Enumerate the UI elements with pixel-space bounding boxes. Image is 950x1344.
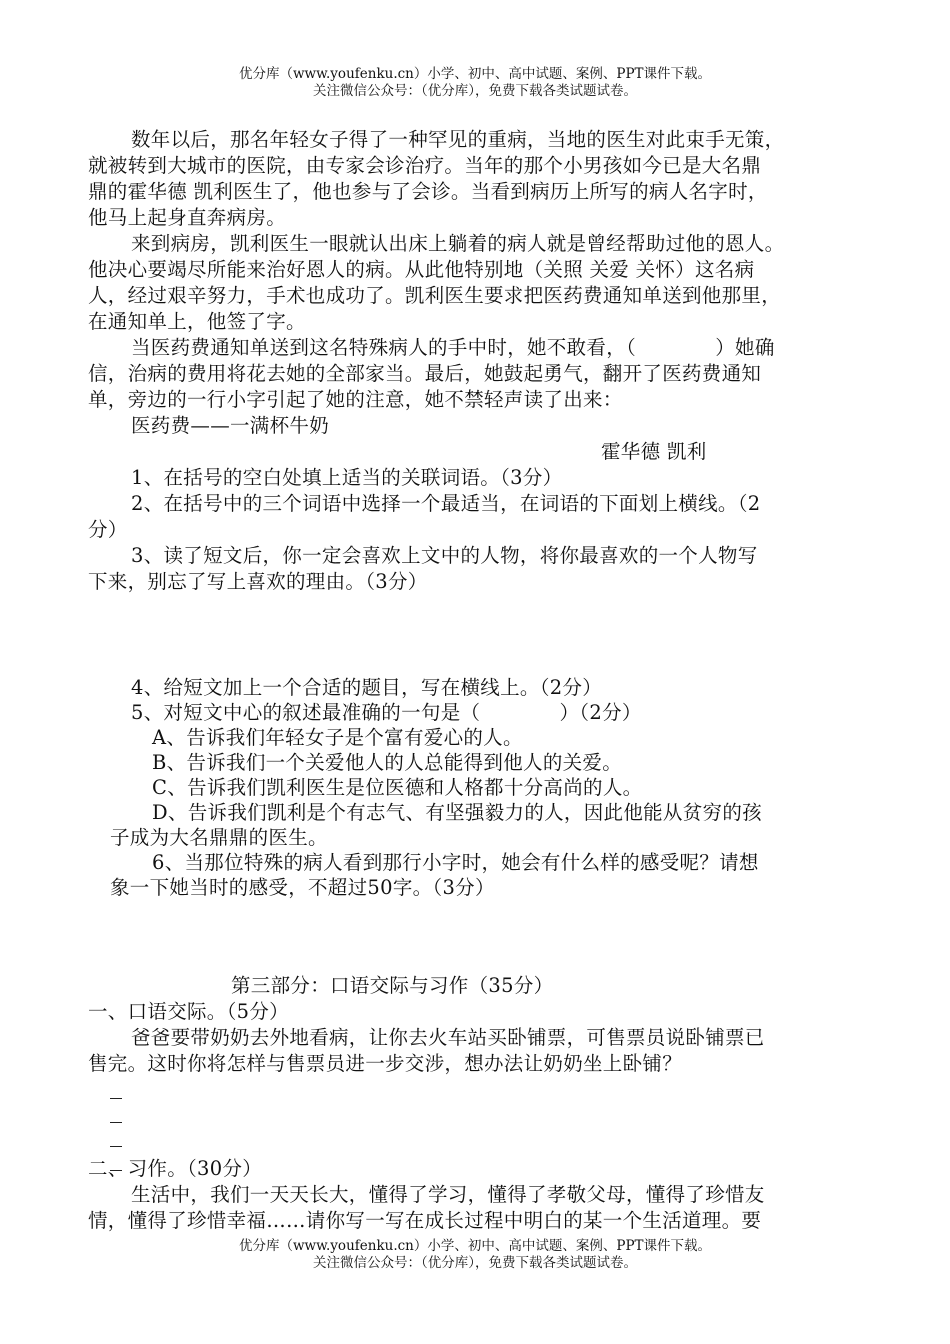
oral-heading: 一、口语交际。（5分） — [88, 1000, 289, 1023]
story-p2-line-4: 在通知单上，他签了字。 — [88, 310, 306, 333]
option-a: A、告诉我们年轻女子是个富有爱心的人。 — [152, 726, 523, 749]
story-p3-line-3: 单，旁边的一行小字引起了她的注意，她不禁轻声读了出来： — [88, 388, 623, 411]
option-d-line-2: 子成为大名鼎鼎的医生。 — [110, 826, 328, 849]
oral-text-line-2: 售完。这时你将怎样与售票员进一步交涉，想办法让奶奶坐上卧铺？ — [88, 1052, 683, 1075]
option-d-line-1: D、告诉我们凯利是个有志气、有坚强毅力的人，因此他能从贫穷的孩 — [152, 801, 762, 824]
story-p2-line-3: 人，经过艰辛努力，手术也成功了。凯利医生要求把医药费通知单送到他那里， — [88, 284, 782, 307]
answer-line-3 — [110, 1146, 122, 1147]
option-c: C、告诉我们凯利医生是位医德和人格都十分高尚的人。 — [152, 776, 643, 799]
question-3-line-1: 3、读了短文后，你一定会喜欢上文中的人物，将你最喜欢的一个人物写 — [131, 544, 758, 567]
header-line-1: 优分库（www.youfenku.cn）小学、初中、高中试题、案例、PPT课件下载。 — [238, 66, 712, 82]
story-p2-line-2: 他决心要竭尽所能来治好恩人的病。从此他特别地（关照 关爱 关怀）这名病 — [88, 258, 755, 281]
story-p1-line-2: 就被转到大城市的医院，由专家会诊治疗。当年的那个小男孩如今已是大名鼎 — [88, 154, 762, 177]
question-6-line-2: 象一下她当时的感受，不超过50字。（3分） — [110, 876, 495, 899]
page-header — [0, 66, 950, 100]
page-footer — [0, 1238, 950, 1272]
header-line-2: 关注微信公众号：（优分库），免费下载各类试题试卷。 — [313, 83, 637, 99]
answer-line-2 — [110, 1122, 122, 1123]
story-p3-line-1: 当医药费通知单送到这名特殊病人的手中时，她不敢看，（ ）她确 — [131, 336, 775, 359]
question-3-line-2: 下来，别忘了写上喜欢的理由。（3分） — [88, 570, 428, 593]
story-p2-line-1: 来到病房，凯利医生一眼就认出床上躺着的病人就是曾经帮助过他的恩人。 — [131, 232, 785, 255]
writing-heading: 二、习作。（30分） — [88, 1157, 263, 1180]
question-4: 4、给短文加上一个合适的题目，写在横线上。（2分） — [131, 676, 603, 699]
footer-line-2: 关注微信公众号：（优分库），免费下载各类试题试卷。 — [313, 1255, 637, 1271]
question-1: 1、在括号的空白处填上适当的关联词语。（3分） — [131, 466, 563, 489]
question-6-line-1: 6、当那位特殊的病人看到那行小字时，她会有什么样的感受呢？请想 — [152, 851, 759, 874]
question-2-line-2: 分） — [88, 518, 128, 541]
writing-text-line-2: 情，懂得了珍惜幸福……请你写一写在成长过程中明白的某一个生活道理。要 — [88, 1209, 762, 1232]
story-p3-line-2: 信，治病的费用将花去她的全部家当。最后，她鼓起勇气，翻开了医药费通知 — [88, 362, 762, 385]
story-p1-line-3: 鼎的霍华德 凯利医生了，他也参与了会诊。当看到病历上所写的病人名字时， — [88, 180, 768, 203]
answer-line-1 — [110, 1098, 122, 1099]
oral-text-line-1: 爸爸要带奶奶去外地看病，让你去火车站买卧铺票，可售票员说卧铺票已 — [131, 1026, 765, 1049]
question-2-line-1: 2、在括号中的三个词语中选择一个最适当，在词语的下面划上横线。（2 — [131, 492, 761, 515]
story-signature: 霍华德 凯利 — [601, 440, 707, 463]
story-p1-line-4: 他马上起身直奔病房。 — [88, 206, 287, 229]
story-note: 医药费——一满杯牛奶 — [131, 414, 329, 437]
footer-line-1: 优分库（www.youfenku.cn）小学、初中、高中试题、案例、PPT课件下载。 — [238, 1238, 712, 1254]
writing-text-line-1: 生活中，我们一天天长大，懂得了学习，懂得了孝敬父母，懂得了珍惜友 — [131, 1183, 765, 1206]
part-3-title: 第三部分：口语交际与习作（35分） — [231, 974, 554, 997]
story-p1-line-1: 数年以后，那名年轻女子得了一种罕见的重病，当地的医生对此束手无策， — [131, 128, 785, 151]
question-5: 5、对短文中心的叙述最准确的一句是（ ）（2分） — [131, 701, 642, 724]
option-b: B、告诉我们一个关爱他人的人总能得到他人的关爱。 — [152, 751, 623, 774]
